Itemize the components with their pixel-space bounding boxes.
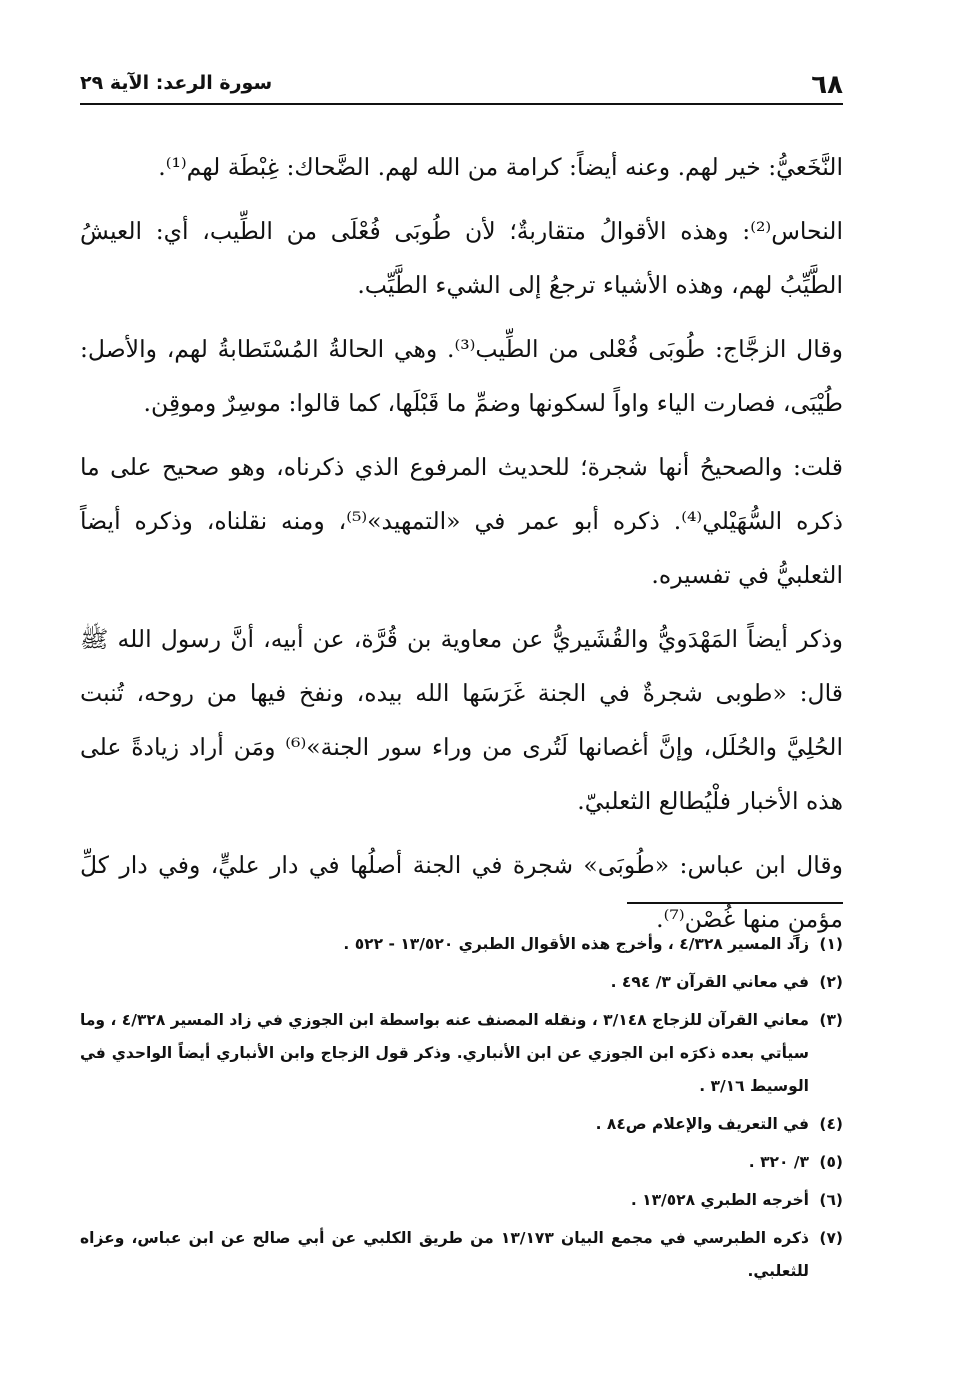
footnote-number: (١) [819,935,843,953]
footnotes [80,928,843,1293]
page-header [80,66,843,100]
footnote [80,1146,843,1179]
footnote-text: أخرجه الطبري ١٣/٥٢٨ . [630,1191,809,1209]
footnote-text: في التعريف والإعلام ص٨٤ . [595,1115,809,1133]
footnote-number: (٢) [819,973,843,991]
footnote [80,966,843,999]
page-number: ٦٨ [811,70,843,100]
footnote [80,928,843,961]
footnote [80,1222,843,1288]
paragraph: النحاس⁽²⁾: وهذه الأقوالُ متقاربةٌ؛ لأن طُوبَى فُعْلَى من الطِّيب، أي: العيشُ الطَّيِّبُ لهم، وهذه الأشياء ترجعُ إلى الشيء الطَّيِّب. [80,217,843,299]
footnote-text: ٣/ ٣٢٠ . [748,1153,809,1171]
footnote-text: زاد المسير ٤/٣٢٨ ، وأخرج هذه الأقوال الطبري ١٣/٥٢٠ - ٥٢٢ . [343,935,809,953]
footnote [80,1004,843,1103]
footnote-number: (٦) [819,1191,843,1209]
running-title: سورة الرعد: الآية ٢٩ [80,72,273,94]
footnote-text: في معاني القرآن ٣/ ٤٩٤ . [610,973,809,991]
footnote-divider [627,902,843,904]
footnote-number: (٧) [819,1229,843,1247]
footnote-number: (٤) [819,1115,843,1133]
paragraph: النَّخَعيُّ: خير لهم. وعنه أيضاً: كرامة من الله لهم. الضَّحاك: غِبْطَة لهم⁽¹⁾. [158,153,843,181]
footnote-text: ذكره الطبرسي في مجمع البيان ١٣/١٧٣ من طريق الكلبي عن أبي صالح عن ابن عباس، وعزاه للثعلبي. [80,1229,809,1280]
footnote-text: معاني القرآن للزجاج ٣/١٤٨ ، ونقله المصنف عنه بواسطة ابن الجوزي في زاد المسير ٤/٣٢٨ ، وما سيأتي بعده ذكرَه ابن الجوزي عن ابن الأنباري. وذكر قول الزجاج وابن الأنباري أيضاً الواحدي في الوسيط ٣/١٦ . [80,1011,810,1095]
footnote [80,1184,843,1217]
paragraph: وذكر أيضاً المَهْدَويُّ والقُشَيريُّ عن معاوية بن قُرَّة، عن أبيه، أنَّ رسول الله ﷺ قال: «طوبى شجرةٌ في الجنة غَرَسَها الله بيده، ونفخ فيها من روحه، تُنبت الحُلِيَّ والحُلَل، وإنَّ أغصانها لَتُرى من وراء سور الجنة»⁽⁶⁾ ومَن أراد زيادةً على هذه الأخبار فلْيُطالع الثعلبيّ. [80,625,843,815]
paragraph: وقال ابن عباس: «طُوبَى» شجرة في الجنة أصلُها في دار عليٍّ، وفي دار كلِّ مؤمنٍ منها غُصْن⁽⁷⁾. [80,851,843,933]
header-divider [80,103,843,105]
paragraph: وقال الزجَّاج: طُوبَى فُعْلى من الطِّيب⁽³⁾. وهي الحالةُ المُسْتَطابةُ لهم، والأصل: طُيْبَى، فصارت الياء واواً لسكونها وضمِّ ما قَبْلَها، كما قالوا: موسِرٌ وموقِن. [80,335,843,417]
footnote-number: (٣) [819,1011,843,1029]
footnote [80,1108,843,1141]
main-text [80,140,843,956]
paragraph: قلت: والصحيحُ أنها شجرة؛ للحديث المرفوع الذي ذكرناه، وهو صحيح على ما ذكره السُّهَيْلي⁽⁴⁾. ذكره أبو عمر في «التمهيد»⁽⁵⁾، ومنه نقلناه، وذكره أيضاً الثعلبيُّ في تفسيره. [80,453,844,589]
footnote-number: (٥) [819,1153,843,1171]
